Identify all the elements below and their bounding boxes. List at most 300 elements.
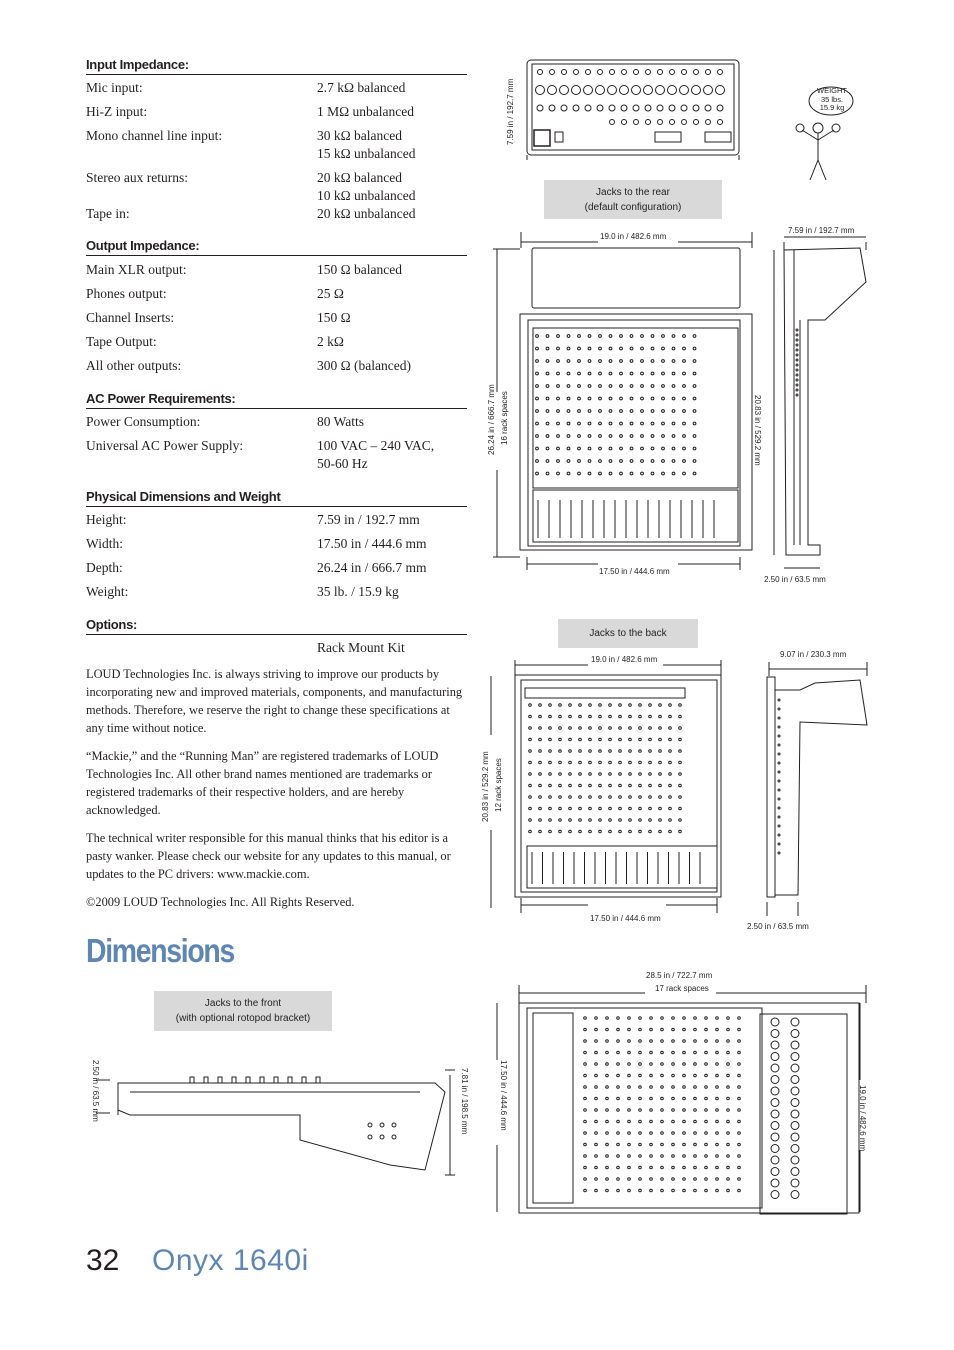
knob-icon — [609, 704, 612, 707]
knob-icon — [694, 1063, 697, 1066]
knob-icon — [546, 410, 549, 413]
knob-icon — [662, 335, 665, 338]
knob-icon — [672, 1074, 675, 1077]
knob-icon — [549, 727, 552, 730]
knob-icon — [302, 1077, 306, 1083]
weight-label: WEIGHT — [817, 86, 847, 95]
knob-icon — [539, 704, 542, 707]
knob-icon — [649, 819, 652, 822]
knob-icon — [628, 1178, 631, 1181]
knob-icon — [559, 796, 562, 799]
knob-icon — [546, 347, 549, 350]
spec-value: 1 MΩ unbalanced — [317, 104, 415, 119]
xlr-icon — [771, 1168, 779, 1176]
xlr-icon — [771, 1110, 779, 1118]
xlr-icon — [791, 1191, 799, 1199]
knob-icon — [639, 1109, 642, 1112]
knob-icon — [716, 1086, 719, 1089]
knob-icon — [672, 1086, 675, 1089]
knob-icon — [579, 715, 582, 718]
knob-icon — [661, 1166, 664, 1169]
vent-hole — [796, 339, 798, 341]
knob-icon — [641, 347, 644, 350]
screw-icon — [368, 1135, 372, 1139]
knob-icon — [617, 1028, 620, 1031]
knob-icon — [569, 807, 572, 810]
knob-icon — [672, 1189, 675, 1192]
knob-icon — [639, 1097, 642, 1100]
xlr-icon — [771, 1099, 779, 1107]
knob-icon — [617, 1120, 620, 1123]
knob-icon — [628, 1189, 631, 1192]
knob-icon — [599, 784, 602, 787]
jack-icon — [622, 70, 627, 75]
dim-back-side-907: 9.07 in / 230.3 mm — [780, 650, 847, 659]
knob-icon — [716, 1051, 719, 1054]
knob-icon — [651, 347, 654, 350]
knob-icon — [661, 1040, 664, 1043]
vent-hole — [796, 369, 798, 371]
mount-hole — [778, 771, 780, 773]
knob-icon — [559, 784, 562, 787]
knob-icon — [672, 1120, 675, 1123]
front-view-drawing — [96, 1070, 455, 1175]
xlr-icon — [791, 1099, 799, 1107]
jack-icon — [561, 105, 567, 111]
knob-icon — [584, 1109, 587, 1112]
knob-icon — [705, 1063, 708, 1066]
knob-icon — [589, 750, 592, 753]
knob-icon — [620, 472, 623, 475]
jack-icon — [562, 70, 567, 75]
knob-icon — [609, 807, 612, 810]
dim-depth-20: 20.83 in / 529.2 mm — [753, 395, 762, 466]
knob-icon — [662, 397, 665, 400]
knob-icon — [659, 796, 662, 799]
knob-icon — [546, 360, 549, 363]
knob-icon — [619, 784, 622, 787]
screw-icon — [392, 1135, 396, 1139]
knob-icon — [705, 1017, 708, 1020]
knob-icon — [716, 1063, 719, 1066]
knob-icon — [693, 447, 696, 450]
xlr-icon — [771, 1064, 779, 1072]
knob-icon — [641, 472, 644, 475]
knob-icon — [716, 1040, 719, 1043]
knob-icon — [651, 385, 654, 388]
knob-icon — [628, 1132, 631, 1135]
knob-icon — [628, 1155, 631, 1158]
knob-icon — [662, 385, 665, 388]
knob-icon — [679, 784, 682, 787]
knob-icon — [579, 807, 582, 810]
knob-icon — [546, 447, 549, 450]
knob-icon — [661, 1017, 664, 1020]
knob-icon — [539, 727, 542, 730]
knob-icon — [661, 1074, 664, 1077]
knob-icon — [218, 1077, 222, 1083]
mount-hole — [778, 807, 780, 809]
knob-icon — [617, 1074, 620, 1077]
disclaimer-paragraph: LOUD Technologies Inc. is always striving to improve our products by incorporating new and improved materials, components, and manufacturing methods. Therefore, we reserve the right to change these specifications at any time without notice. — [86, 667, 463, 735]
knob-icon — [620, 435, 623, 438]
rear-jacks-callout — [544, 180, 722, 219]
knob-icon — [727, 1109, 730, 1112]
xlr-icon — [596, 86, 605, 95]
knob-icon — [619, 773, 622, 776]
jack-icon — [693, 105, 699, 111]
knob-icon — [662, 372, 665, 375]
knob-icon — [274, 1077, 278, 1083]
xlr-icon — [560, 86, 569, 95]
knob-icon — [628, 1086, 631, 1089]
knob-icon — [567, 447, 570, 450]
knob-icon — [619, 727, 622, 730]
jack-icon — [706, 120, 711, 125]
spec-label: Mic input: — [86, 80, 143, 95]
knob-icon — [694, 1028, 697, 1031]
knob-icon — [599, 360, 602, 363]
knob-icon — [727, 1063, 730, 1066]
jack-icon — [718, 120, 723, 125]
section-heading: Output Impedance: — [86, 238, 467, 256]
knob-icon — [595, 1040, 598, 1043]
knob-icon — [693, 460, 696, 463]
knob-icon — [529, 761, 532, 764]
mount-hole — [778, 726, 780, 728]
knob-icon — [588, 410, 591, 413]
knob-icon — [630, 385, 633, 388]
side-view-drawing — [774, 237, 866, 568]
knob-icon — [662, 447, 665, 450]
knob-icon — [599, 738, 602, 741]
knob-icon — [606, 1051, 609, 1054]
vent-hole — [796, 344, 798, 346]
knob-icon — [639, 784, 642, 787]
knob-icon — [639, 1017, 642, 1020]
knob-icon — [539, 784, 542, 787]
knob-icon — [669, 704, 672, 707]
knob-icon — [620, 460, 623, 463]
knob-icon — [672, 1132, 675, 1135]
knob-icon — [569, 819, 572, 822]
mount-hole — [778, 735, 780, 737]
knob-icon — [579, 784, 582, 787]
knob-icon — [641, 385, 644, 388]
knob-icon — [620, 385, 623, 388]
knob-icon — [727, 1051, 730, 1054]
knob-icon — [630, 435, 633, 438]
knob-icon — [672, 360, 675, 363]
mount-hole — [778, 852, 780, 854]
knob-icon — [672, 1063, 675, 1066]
knob-icon — [579, 738, 582, 741]
knob-icon — [669, 738, 672, 741]
knob-icon — [694, 1097, 697, 1100]
knob-icon — [694, 1166, 697, 1169]
knob-icon — [630, 410, 633, 413]
knob-icon — [579, 727, 582, 730]
jack-icon — [681, 105, 687, 111]
knob-icon — [669, 830, 672, 833]
knob-icon — [738, 1166, 741, 1169]
knob-icon — [595, 1063, 598, 1066]
jack-icon — [586, 70, 591, 75]
mount-hole — [778, 843, 780, 845]
mount-hole — [778, 780, 780, 782]
jack-icon — [585, 105, 591, 111]
knob-icon — [727, 1189, 730, 1192]
knob-icon — [536, 410, 539, 413]
knob-icon — [609, 796, 612, 799]
knob-icon — [546, 422, 549, 425]
spec-value: 20 kΩ balanced 10 kΩ unbalanced — [317, 170, 416, 203]
jack-icon — [670, 70, 675, 75]
knob-icon — [650, 1166, 653, 1169]
knob-icon — [669, 761, 672, 764]
knob-icon — [549, 761, 552, 764]
knob-icon — [672, 460, 675, 463]
knob-icon — [651, 422, 654, 425]
screw-icon — [392, 1123, 396, 1127]
knob-icon — [628, 1028, 631, 1031]
knob-icon — [639, 761, 642, 764]
knob-icon — [641, 397, 644, 400]
knob-icon — [694, 1040, 697, 1043]
knob-icon — [578, 397, 581, 400]
knob-icon — [588, 422, 591, 425]
knob-icon — [683, 1017, 686, 1020]
knob-icon — [649, 738, 652, 741]
knob-icon — [536, 347, 539, 350]
knob-icon — [599, 372, 602, 375]
knob-icon — [536, 385, 539, 388]
knob-icon — [738, 1051, 741, 1054]
knob-icon — [683, 447, 686, 450]
knob-icon — [204, 1077, 208, 1083]
knob-icon — [738, 1097, 741, 1100]
knob-icon — [641, 410, 644, 413]
spec-label: Mono channel line input: — [86, 128, 223, 143]
knob-icon — [549, 738, 552, 741]
knob-icon — [650, 1028, 653, 1031]
vent-hole — [796, 384, 798, 386]
knob-icon — [639, 807, 642, 810]
knob-icon — [683, 1143, 686, 1146]
knob-icon — [584, 1063, 587, 1066]
knob-icon — [683, 1189, 686, 1192]
knob-icon — [683, 410, 686, 413]
knob-icon — [578, 447, 581, 450]
knob-icon — [559, 727, 562, 730]
knob-icon — [659, 830, 662, 833]
knob-icon — [620, 335, 623, 338]
knob-icon — [629, 704, 632, 707]
spec-label: Height: — [86, 512, 127, 527]
knob-icon — [738, 1132, 741, 1135]
xlr-icon — [791, 1145, 799, 1153]
knob-icon — [559, 761, 562, 764]
jack-icon — [718, 70, 723, 75]
knob-icon — [595, 1097, 598, 1100]
vent-hole — [796, 374, 798, 376]
xlr-icon — [791, 1179, 799, 1187]
vent-hole — [796, 394, 798, 396]
knob-icon — [650, 1063, 653, 1066]
knob-icon — [609, 360, 612, 363]
xlr-icon — [791, 1110, 799, 1118]
knob-icon — [650, 1132, 653, 1135]
knob-icon — [589, 784, 592, 787]
knob-icon — [683, 1074, 686, 1077]
callout-line: Jacks to the rear — [596, 186, 670, 198]
knob-icon — [599, 435, 602, 438]
top-view-drawing — [493, 232, 752, 570]
knob-icon — [629, 750, 632, 753]
knob-icon — [567, 472, 570, 475]
knob-icon — [569, 784, 572, 787]
spec-value: 35 lb. / 15.9 kg — [317, 584, 399, 599]
knob-icon — [672, 372, 675, 375]
knob-icon — [559, 830, 562, 833]
knob-icon — [599, 472, 602, 475]
mount-hole — [778, 825, 780, 827]
knob-icon — [679, 796, 682, 799]
knob-icon — [529, 727, 532, 730]
knob-icon — [599, 704, 602, 707]
knob-icon — [630, 372, 633, 375]
knob-icon — [589, 761, 592, 764]
knob-icon — [617, 1017, 620, 1020]
knob-icon — [630, 472, 633, 475]
knob-icon — [579, 773, 582, 776]
knob-icon — [683, 1120, 686, 1123]
knob-icon — [716, 1120, 719, 1123]
spec-value: 100 VAC – 240 VAC, 50-60 Hz — [317, 438, 435, 471]
xlr-icon — [771, 1018, 779, 1026]
knob-icon — [617, 1051, 620, 1054]
knob-icon — [609, 347, 612, 350]
knob-icon — [559, 750, 562, 753]
knob-icon — [599, 715, 602, 718]
knob-icon — [595, 1028, 598, 1031]
knob-icon — [650, 1109, 653, 1112]
knob-icon — [705, 1178, 708, 1181]
knob-icon — [584, 1040, 587, 1043]
knob-icon — [738, 1063, 741, 1066]
knob-icon — [694, 1132, 697, 1135]
knob-icon — [609, 715, 612, 718]
knob-icon — [529, 704, 532, 707]
xlr-icon — [704, 86, 713, 95]
callout-line: (with optional rotopod bracket) — [175, 1013, 311, 1024]
knob-icon — [705, 1109, 708, 1112]
xlr-icon — [644, 86, 653, 95]
xlr-icon — [771, 1053, 779, 1061]
knob-icon — [609, 410, 612, 413]
knob-icon — [606, 1028, 609, 1031]
knob-icon — [679, 773, 682, 776]
xlr-icon — [771, 1122, 779, 1130]
knob-icon — [567, 360, 570, 363]
dim-back-side-250: 2.50 in / 63.5 mm — [747, 922, 809, 931]
knob-icon — [650, 1097, 653, 1100]
dim-side-depth-250: 2.50 in / 63.5 mm — [764, 575, 826, 584]
knob-icon — [617, 1166, 620, 1169]
knob-icon — [661, 1086, 664, 1089]
knob-icon — [669, 819, 672, 822]
knob-icon — [620, 360, 623, 363]
knob-icon — [617, 1132, 620, 1135]
spec-value: 26.24 in / 666.7 mm — [317, 560, 427, 575]
xlr-icon — [716, 86, 725, 95]
rear-jacks-drawing — [527, 60, 739, 160]
spec-label: Universal AC Power Supply: — [86, 438, 244, 453]
knob-icon — [549, 807, 552, 810]
knob-icon — [650, 1178, 653, 1181]
jack-icon — [622, 120, 627, 125]
knob-icon — [727, 1178, 730, 1181]
callout-line: Jacks to the back — [589, 628, 667, 639]
knob-icon — [546, 372, 549, 375]
knob-icon — [606, 1109, 609, 1112]
dim-front-250: 2.50 in / 63.5 mm — [91, 1060, 100, 1122]
knob-icon — [529, 715, 532, 718]
knob-icon — [661, 1120, 664, 1123]
knob-icon — [549, 715, 552, 718]
knob-icon — [683, 435, 686, 438]
knob-icon — [609, 460, 612, 463]
knob-icon — [539, 715, 542, 718]
knob-icon — [588, 335, 591, 338]
xlr-icon — [668, 86, 677, 95]
knob-icon — [727, 1040, 730, 1043]
mount-hole — [778, 708, 780, 710]
xlr-icon — [771, 1041, 779, 1049]
knob-icon — [727, 1097, 730, 1100]
knob-icon — [659, 738, 662, 741]
knob-icon — [659, 784, 662, 787]
knob-icon — [579, 830, 582, 833]
knob-icon — [619, 807, 622, 810]
knob-icon — [557, 397, 560, 400]
knob-icon — [619, 830, 622, 833]
knob-icon — [606, 1086, 609, 1089]
knob-icon — [727, 1143, 730, 1146]
knob-icon — [620, 372, 623, 375]
knob-icon — [669, 807, 672, 810]
knob-icon — [529, 819, 532, 822]
knob-icon — [683, 1063, 686, 1066]
xlr-icon — [791, 1064, 799, 1072]
dim-side-height: 7.59 in / 192.7 mm — [788, 226, 855, 235]
knob-icon — [672, 472, 675, 475]
knob-icon — [650, 1040, 653, 1043]
knob-icon — [662, 435, 665, 438]
knob-icon — [716, 1166, 719, 1169]
jack-icon — [658, 70, 663, 75]
knob-icon — [694, 1155, 697, 1158]
knob-icon — [579, 819, 582, 822]
knob-icon — [569, 715, 572, 718]
knob-icon — [661, 1028, 664, 1031]
knob-icon — [630, 335, 633, 338]
xlr-icon — [771, 1030, 779, 1038]
knob-icon — [628, 1143, 631, 1146]
knob-icon — [738, 1109, 741, 1112]
knob-icon — [639, 1051, 642, 1054]
knob-icon — [639, 704, 642, 707]
